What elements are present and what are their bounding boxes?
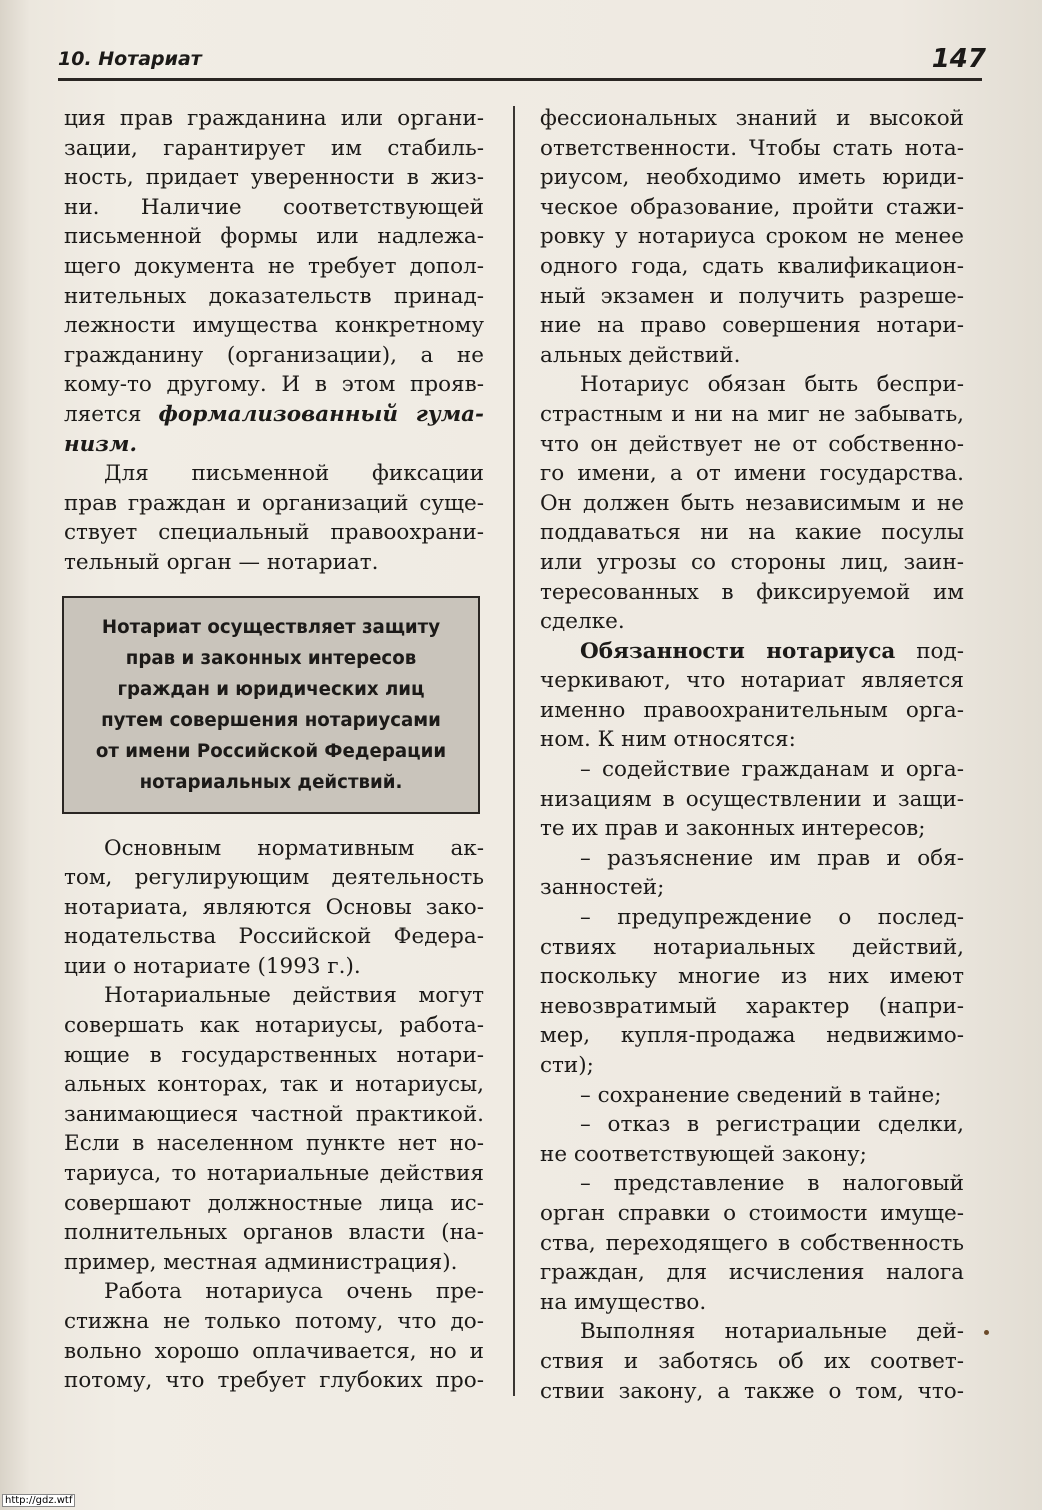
page-number: 147 <box>931 44 986 74</box>
text-line: пример, местная администрация). <box>64 1249 458 1275</box>
text-line: – предупреждение о послед- <box>580 905 964 931</box>
duty-list-item <box>540 1169 964 1317</box>
text-line: ции о нотариате (1993 г.). <box>64 953 361 979</box>
paragraph-duties <box>540 637 964 755</box>
definition-line: нотариальных действий. <box>139 771 403 793</box>
definition-line: от имени Российской Федерации <box>95 740 447 762</box>
text-line: риусом, необходимо иметь юриди- <box>540 165 964 191</box>
text-line: нодательства Российской Федера- <box>64 924 484 950</box>
duty-list-item <box>540 1081 964 1111</box>
text-line: совершать как нотариусы, работа- <box>64 1013 484 1039</box>
text-line: полнительных органов власти (на- <box>64 1220 484 1246</box>
text-line: ляется формализованный гума- <box>64 401 484 427</box>
text-line: том, регулирующим деятельность <box>64 865 484 891</box>
header-rule <box>58 78 982 81</box>
text-line: тариуса, то нотариальные действия <box>64 1161 484 1187</box>
right-column <box>540 104 964 1406</box>
paragraph-prestige <box>64 1277 484 1395</box>
text-line: ствует специальный правоохрани- <box>64 520 484 546</box>
paragraph-who-performs <box>64 981 484 1277</box>
text-line: Работа нотариуса очень пре- <box>104 1279 484 1305</box>
text-line: Для письменной фиксации <box>104 461 484 487</box>
paragraph-notary-intro <box>64 459 484 577</box>
duty-list-item <box>540 755 964 844</box>
text-line: страстным и ни на миг не забывать, <box>540 401 964 427</box>
text-line: ном. К ним относятся: <box>540 727 796 753</box>
definition-line: прав и законных интересов <box>125 647 417 669</box>
paragraph-performing <box>540 1317 964 1406</box>
paragraph-formalized-humanism <box>64 104 484 459</box>
text-line: Основным нормативным ак- <box>104 835 484 861</box>
text-line: Если в населенном пункте нет но- <box>64 1131 484 1157</box>
text-line: ние на право совершения нотари- <box>540 313 964 339</box>
text-line <box>64 430 484 460</box>
text-line: Нотариальные действия могут <box>104 983 484 1009</box>
text-line: одного года, сдать квалификацион- <box>540 253 964 279</box>
text-line: щего документа не требует допол- <box>64 253 484 279</box>
text-line: мер, купля-продажа недвижимо- <box>540 1023 964 1049</box>
text-line: поддаваться ни на какие посулы <box>540 520 964 546</box>
text-line: орган справки о стоимости имуще- <box>540 1200 964 1226</box>
text-line: те их прав и законных интересов; <box>540 816 926 842</box>
text-line: ни. Наличие соответствующей <box>64 194 484 220</box>
text-line: ющие в государственных нотари- <box>64 1042 484 1068</box>
text-line: низациям в осуществлении и защи- <box>540 786 964 812</box>
text-line: нотариата, являются Основы зако- <box>64 894 484 920</box>
text-line: ция прав гражданина или органи- <box>64 106 484 131</box>
text-line: занимающиеся частной практикой. <box>64 1101 484 1127</box>
text-line: нительных доказательств принад- <box>64 283 484 309</box>
text-line: сти); <box>540 1053 594 1078</box>
running-header <box>58 46 986 80</box>
footer-url[interactable]: http://gdz.wtf <box>2 1494 75 1507</box>
text-line: невозвратимый характер (напри- <box>540 993 964 1019</box>
text-line: альных действий. <box>540 342 741 368</box>
text-line: гражданину (организации), а не <box>64 342 484 368</box>
text-line: письменной формы или надлежа- <box>64 224 484 250</box>
text-line: Выполняя нотариальные дей- <box>580 1319 964 1345</box>
definition-line: путем совершения нотариусами <box>101 709 441 731</box>
text-line: ствия и заботясь об их соответ- <box>540 1348 964 1374</box>
paragraph-requirements <box>540 104 964 370</box>
text-line: лежности имущества конкретному <box>64 313 484 339</box>
column-divider <box>513 106 515 1396</box>
text-line: сделке. <box>540 609 625 635</box>
text-line: Он должен быть независимым и не <box>540 490 964 516</box>
text-line: зации, гарантирует им стабиль- <box>64 135 484 161</box>
chapter-title: 10. Нотариат <box>58 48 202 70</box>
text-line: – отказ в регистрации сделки, <box>580 1112 964 1138</box>
definition-line: граждан и юридических лиц <box>117 678 425 700</box>
left-column <box>64 104 484 1396</box>
text-line: ства, переходящего в собственность <box>540 1230 964 1256</box>
text-line: ный экзамен и получить разреше- <box>540 283 964 309</box>
text-line: или угрозы со стороны лиц, заин- <box>540 549 964 575</box>
definition-line: Нотариат осуществляет защиту <box>101 616 441 638</box>
duty-list-item <box>540 903 964 1081</box>
emphasis-term: формализованный гума- <box>158 401 484 427</box>
text-line: совершают должностные лица ис- <box>64 1190 484 1216</box>
text-line: поскольку многие из них имеют <box>540 964 964 990</box>
text-line: черкивают, что нотариат является <box>540 668 964 694</box>
text-line: ческое образование, пройти стажи- <box>540 194 964 220</box>
text-line: потому, что требует глубоких про- <box>64 1368 484 1394</box>
text-line: стижна не только потому, что до- <box>64 1309 484 1334</box>
text-line: прав граждан и организаций суще- <box>64 490 484 516</box>
text-line: го имени, а от имени государства. <box>540 461 964 487</box>
text-line: Нотариус обязан быть беспри- <box>580 372 964 398</box>
text-line: на имущество. <box>540 1289 707 1315</box>
emphasis-term: низм. <box>64 431 137 457</box>
duty-list-item <box>540 1110 964 1169</box>
text-line: ность, придает уверенности в жиз- <box>64 165 484 191</box>
duty-list-item <box>540 844 964 903</box>
text-line: – содействие гражданам и орга- <box>580 757 964 783</box>
text-line: именно правоохранительным орга- <box>540 697 964 723</box>
text-line: фессиональных знаний и высокой <box>540 106 964 131</box>
text-line: что он действует не от собственно- <box>540 431 964 457</box>
text-line: ствиях нотариальных действий, <box>540 934 964 960</box>
text-line: – сохранение сведений в тайне; <box>580 1082 942 1108</box>
paragraph-impartiality <box>540 370 964 636</box>
text-line: не соответствующей закону; <box>540 1141 867 1167</box>
text-line: ровку у нотариуса сроком не менее <box>540 224 964 250</box>
definition-box <box>62 596 480 814</box>
text-line: вольно хорошо оплачивается, но и <box>64 1338 484 1364</box>
text-line: ответственности. Чтобы стать нота- <box>540 135 964 161</box>
text-line: – представление в налоговый <box>580 1171 964 1197</box>
text-line: альных конторах, так и нотариусы, <box>64 1072 484 1098</box>
page-speck <box>984 1330 989 1335</box>
text-line: тересованных в фиксируемой им <box>540 579 964 605</box>
text-line: граждан, для исчисления налога <box>540 1260 964 1286</box>
text-line: Обязанности нотариуса под- <box>580 638 964 664</box>
text-line: – разъяснение им прав и обя- <box>580 845 964 871</box>
paragraph-legal-basis <box>64 834 484 982</box>
text-line: кому-то другому. И в этом прояв- <box>64 372 484 398</box>
text-line: тельный орган — нотариат. <box>64 549 379 575</box>
text-line: занностей; <box>540 875 665 901</box>
bold-term: Обязанности нотариуса <box>580 638 896 664</box>
text-line: ствии закону, а также о том, что- <box>540 1378 964 1404</box>
